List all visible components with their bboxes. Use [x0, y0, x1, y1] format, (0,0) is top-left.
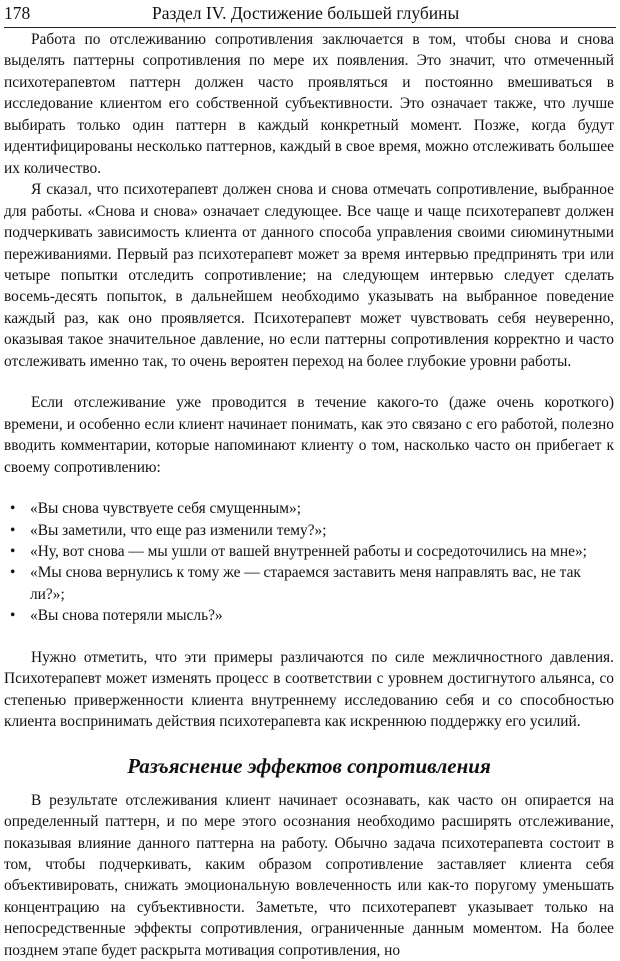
page-number: 178	[4, 3, 31, 23]
example-item: • «Вы заметили, что еще раз изменили тему?»;	[30, 520, 614, 541]
list-gap	[4, 478, 614, 498]
list-gap	[4, 627, 614, 647]
paragraph-5: В результате отслеживания клиент начинает осознавать, как часто он опирается на определенный паттерн, и по мере этого осознания необходимо расширять отслеживание, показывая влияние данного паттерна на работу. Обычно задача психотерапевта состоит в том, чтобы подчеркивать, каким образом сопротивление заставляет клиента себя объективировать, снижать эмоциональную вовлеченность или как-то поругому уменьшать концентрацию на субъективности. Заметьте, что психотерапевт указывает только на непосредственные эффекты сопротивления, ограниченные данным моментом. На более позднем этапе будет раскрыта мотивация сопротивления, но	[4, 791, 614, 959]
paragraph-2: Я сказал, что психотерапевт должен снова и снова отмечать сопротивление, выбранное для работы. «Снова и снова» означает следующее. Все чаще и чаще психотерапевт должен подчеркивать зависимость клиента от данного способа управления своими сиюминутными переживаниями. Первый раз психотерапевт может за время интервью предпринять три или четыре попытки отследить сопротивление; на следующем интервью следует сделать восемь-десять попыток, в дальнейшем необходимо указывать на выбранное поведение каждый раз, как оно проявляется. Психотерапевт может чувствовать себя неуверенно, оказывая такое значительное давление, но если паттерны сопротивления корректно и часто отслеживать именно так, то очень вероятен переход на более глубокие уровни работы.	[4, 181, 614, 370]
paragraph-gap	[4, 372, 614, 392]
paragraph-4: Нужно отметить, что эти примеры различаются по силе межличностного давления. Психотерапевт может изменять процесс в соответствии с уровнем достигнутого альянса, со степенью приверженности клиента внутреннему исследованию себя и со способностью клиента воспринимать действия психотерапевта как искреннюю поддержку его усилий.	[4, 648, 614, 731]
example-list	[4, 498, 614, 627]
running-title: Раздел IV. Достижение большей глубины	[152, 3, 460, 23]
paragraph-3: Если отслеживание уже проводится в течение какого-то (даже очень короткого) времени, и особенно если клиент начинает понимать, как это связано с его работой, полезно вводить комментарии, которые напоминают клиенту о том, насколько часто он прибегает к своему сопротивлению:	[4, 394, 614, 476]
example-item: • «Мы снова вернулись к тому же — стараемся заставить меня направлять вас, не так ли?»;	[30, 562, 614, 605]
example-item: • «Вы снова чувствуете себя смущенным»;	[30, 498, 614, 519]
paragraph-1: Работа по отслеживанию сопротивления заключается в том, чтобы снова и снова выделять паттерны сопротивления по мере их появления. Это значит, что отмеченный психотерапевтом паттерн должен часто проявляться и постоянно вмешиваться в исследование клиентом его собственной субъективности. Это означает также, что лучше выбирать только один паттерн в каждый конкретный момент. Позже, когда будут идентифицированы несколько паттернов, каждый в свое время, можно отслеживать большее их количество.	[4, 31, 614, 177]
example-item: • «Вы снова потеряли мысль?»	[30, 605, 614, 626]
example-item: • «Ну, вот снова — мы ушли от вашей внутренней работы и сосредоточились на мне»;	[30, 541, 614, 562]
section-heading: Разъяснение эффектов сопротивления	[127, 753, 491, 778]
page-body	[4, 29, 614, 961]
page-header	[4, 2, 614, 24]
header-rule	[4, 27, 616, 28]
